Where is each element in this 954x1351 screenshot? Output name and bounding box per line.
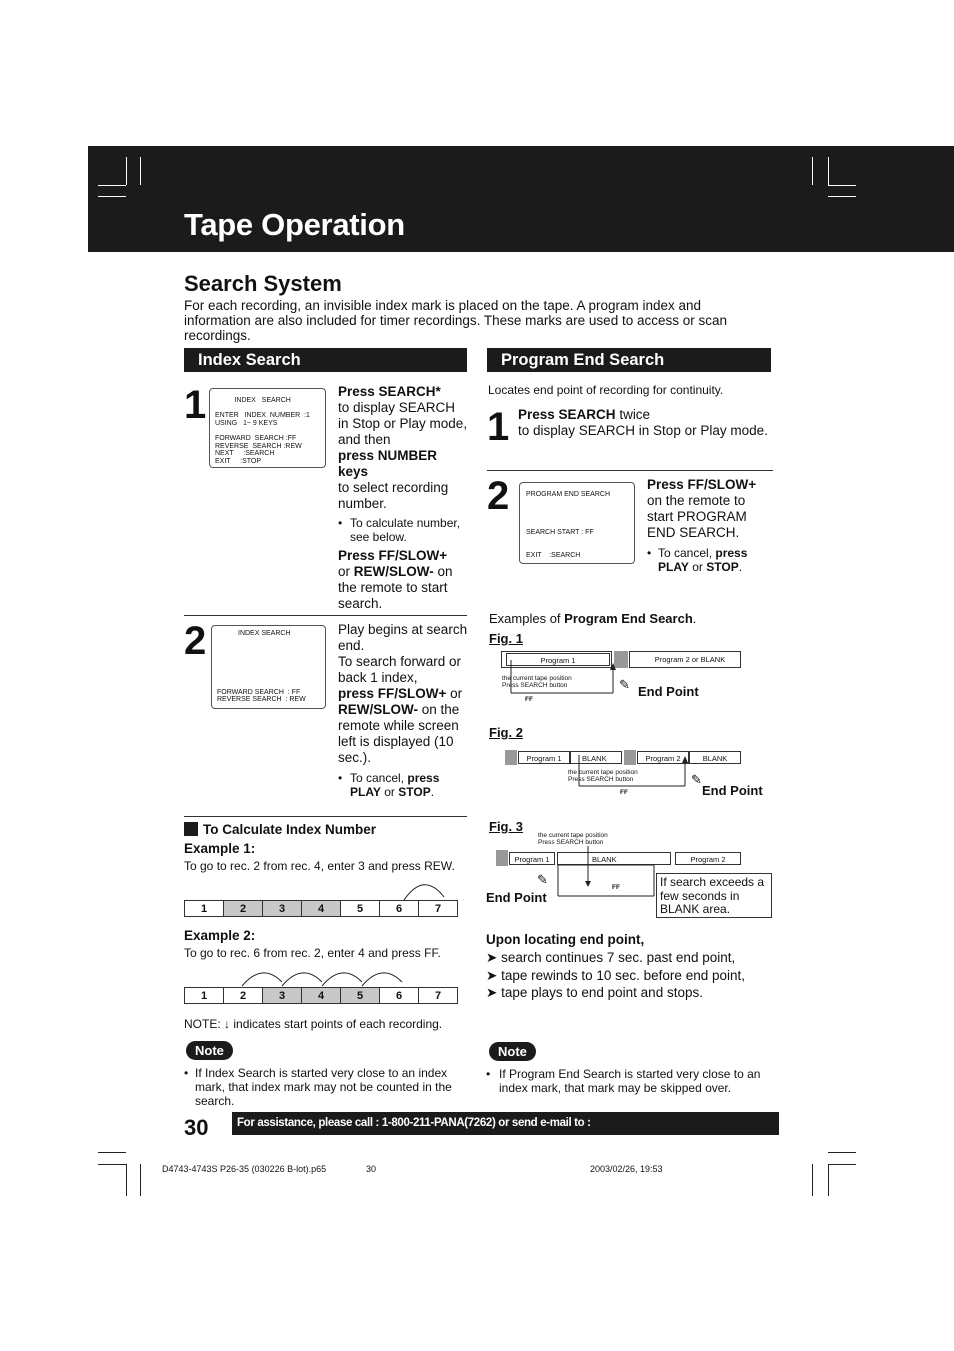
note-badge: Note — [489, 1042, 536, 1061]
program-end-screen — [519, 482, 635, 564]
locating-title: Upon locating end point, — [486, 932, 645, 947]
step1-instructions — [338, 384, 468, 612]
crop-mark — [98, 185, 126, 186]
tape-cell: 3 — [263, 901, 302, 917]
examples-heading: Examples of Program End Search. — [489, 611, 697, 626]
ff-label: FF — [612, 884, 620, 891]
fig1-position: the current tape position Press SEARCH button — [502, 675, 572, 689]
locating-list — [486, 949, 745, 1002]
calc-note: NOTE: ↓ indicates start points of each recording. — [184, 1017, 443, 1031]
pe-step1-text: Press SEARCH twice to display SEARCH in Stop or Play mode. — [518, 407, 768, 438]
step-number: 1 — [487, 405, 510, 449]
tape-cell: 2 — [224, 901, 263, 917]
step-number: 2 — [487, 474, 510, 518]
index-search-screen — [209, 388, 326, 468]
page-title: Tape Operation — [184, 207, 405, 242]
screen-text: INDEX SEARCH ENTER INDEX NUMBER :1 USING 1~ 9 KEYS FORWARD SEARCH :FF REVERSE SEARCH :REW NEXT :SEARCH EXIT :STOP — [215, 397, 310, 465]
crop-mark — [98, 1152, 126, 1153]
step-number: 2 — [184, 619, 207, 663]
ff-label: FF — [620, 789, 628, 796]
step2-instructions: Play begins at search end. To search forward or back 1 index, press FF/SLOW+ or REW/SLOW- on the remote while screen left is displayed (10 sec.). • To cancel, press PLAY or STOP. — [338, 622, 468, 799]
ff-label: FF — [525, 696, 533, 703]
fig3-segment: Program 2 — [675, 852, 741, 865]
tape-cell: 5 — [341, 988, 380, 1004]
crop-mark — [812, 157, 813, 185]
file-name: D4743-4743S P26-35 (030226 B-lot).p65 — [162, 1164, 327, 1174]
crop-mark — [126, 157, 127, 185]
fig2-segment: Program 2 — [637, 751, 689, 764]
fig3-segment: BLANK — [557, 852, 671, 865]
tape-cell: 7 — [419, 988, 458, 1004]
step-number: 1 — [184, 383, 207, 427]
crop-mark — [812, 1164, 813, 1196]
list-item: ➤ tape rewinds to 10 sec. before end point, — [486, 967, 745, 983]
step-text: to display SEARCH in Stop or Play mode, and then — [338, 400, 468, 447]
pointer-icon: ✎ — [537, 872, 548, 887]
list-item: ➤ tape plays to end point and stops. — [486, 985, 703, 1000]
arrow-icon: ➤ — [486, 985, 498, 1000]
index-note-text: • If Index Search is started very close to an index mark, that index mark may not be counted in the search. — [184, 1066, 452, 1108]
index-search-heading: Index Search — [184, 348, 467, 372]
list-item: ➤ search continues 7 sec. past end point, — [486, 950, 736, 965]
section-title: Search System — [184, 271, 342, 296]
screen-text: PROGRAM END SEARCH SEARCH START : FF EXIT :SEARCH — [526, 491, 611, 559]
tape-cell: 6 — [380, 988, 419, 1004]
fig3-segment: Program 1 — [509, 852, 555, 865]
tape-cell: 4 — [302, 988, 341, 1004]
section-intro: For each recording, an invisible index mark is placed on the tape. A program index and information are also included for timer recordings. These marks are used to access or scan recordings. — [184, 298, 727, 343]
program-end-note-text: • If Program End Search is started very close to an index mark, that mark may be skipped over. — [486, 1067, 761, 1095]
fig2-segment: BLANK — [689, 751, 741, 764]
example2-text: To go to rec. 6 from rec. 2, enter 4 and press FF. — [184, 946, 441, 960]
crop-mark — [98, 196, 126, 197]
fig3-note-box: If search exceeds a few seconds in BLANK area. — [656, 873, 772, 918]
end-point-label: End Point — [702, 783, 763, 798]
divider — [184, 816, 467, 817]
tape-cell: 7 — [419, 901, 458, 917]
tape-cell: 3 — [263, 988, 302, 1004]
crop-mark — [140, 157, 141, 185]
tape-cell: 1 — [185, 988, 224, 1004]
press-search-label: Press SEARCH* — [338, 384, 441, 399]
screen-text: INDEX SEARCH — [238, 630, 291, 637]
crop-mark — [828, 1164, 856, 1165]
end-point-label: End Point — [486, 890, 547, 905]
example1-tape — [184, 900, 458, 917]
crop-mark — [828, 1152, 856, 1153]
fig2-position: the current tape position Press SEARCH button — [568, 769, 638, 783]
divider — [487, 470, 773, 471]
crop-mark — [98, 1164, 126, 1165]
fig3-position: the current tape position Press SEARCH button — [538, 832, 608, 846]
tape-cell: 4 — [302, 901, 341, 917]
note-badge: Note — [186, 1041, 233, 1060]
fig1-label: Fig. 1 — [489, 631, 523, 646]
fig2-segment: Program 1 — [518, 751, 570, 764]
tape-cell: 2 — [224, 988, 263, 1004]
fig1-segment: Program 2 or BLANK — [641, 653, 739, 666]
file-date: 2003/02/26, 19:53 — [590, 1164, 663, 1174]
crop-mark — [828, 185, 856, 186]
down-arrow-icon: ↓ — [224, 1017, 231, 1031]
crop-mark — [828, 196, 856, 197]
end-point-label: End Point — [638, 684, 699, 699]
page-number: 30 — [184, 1115, 209, 1140]
tape-cell: 1 — [185, 901, 224, 917]
example2-title: Example 2: — [184, 928, 256, 943]
example2-arcs — [184, 962, 464, 992]
step-text: to select recording number. — [338, 480, 449, 511]
tape-cell: 5 — [341, 901, 380, 917]
fig3-arrows — [550, 843, 660, 900]
pointer-icon: ✎ — [619, 677, 630, 692]
calc-title: To Calculate Index Number — [203, 822, 377, 837]
fig2-segment: BLANK — [570, 751, 622, 764]
crop-mark — [126, 1164, 127, 1196]
screen-text: FORWARD SEARCH : FF REVERSE SEARCH : REW — [217, 688, 306, 704]
tape-cell: 6 — [380, 901, 419, 917]
arrow-icon: ➤ — [486, 967, 498, 983]
crop-mark — [828, 157, 829, 185]
square-bullet-icon — [184, 822, 198, 836]
arrow-icon: ➤ — [486, 950, 498, 965]
example1-text: To go to rec. 2 from rec. 4, enter 3 and press REW. — [184, 859, 455, 873]
step-text-block: Press FF/SLOW+ or REW/SLOW- on the remote to start search. — [338, 548, 453, 611]
crop-mark — [140, 1164, 141, 1196]
bullet: • To cancel, press PLAY or STOP. — [647, 546, 748, 574]
fig2-label: Fig. 2 — [489, 725, 523, 740]
fig3-label: Fig. 3 — [489, 819, 523, 834]
press-number-label: press NUMBER keys — [338, 448, 438, 479]
program-end-intro: Locates end point of recording for continuity. — [488, 383, 724, 397]
bullet: • To calculate number, see below. — [338, 516, 461, 544]
fig1-segment: Program 1 — [506, 653, 610, 666]
example1-title: Example 1: — [184, 841, 256, 856]
pe-step2-text: Press FF/SLOW+ on the remote to start PROGRAM END SEARCH. • To cancel, press PLAY or STOP. — [647, 477, 772, 574]
program-end-heading: Program End Search — [487, 348, 771, 372]
bullet: • To cancel, press PLAY or STOP. — [338, 771, 440, 799]
crop-mark — [828, 1164, 829, 1196]
index-mark — [496, 850, 508, 866]
pointer-icon: ✎ — [691, 772, 702, 787]
divider — [184, 615, 467, 616]
index-mark — [505, 750, 517, 765]
index-search-screen-2 — [211, 625, 326, 709]
fig2-arrows — [560, 750, 700, 795]
file-page: 30 — [366, 1164, 377, 1174]
assistance-bar: For assistance, please call : 1-800-211-PANA(7262) or send e-mail to : consumerproducts@panasonic.com — [232, 1112, 779, 1135]
